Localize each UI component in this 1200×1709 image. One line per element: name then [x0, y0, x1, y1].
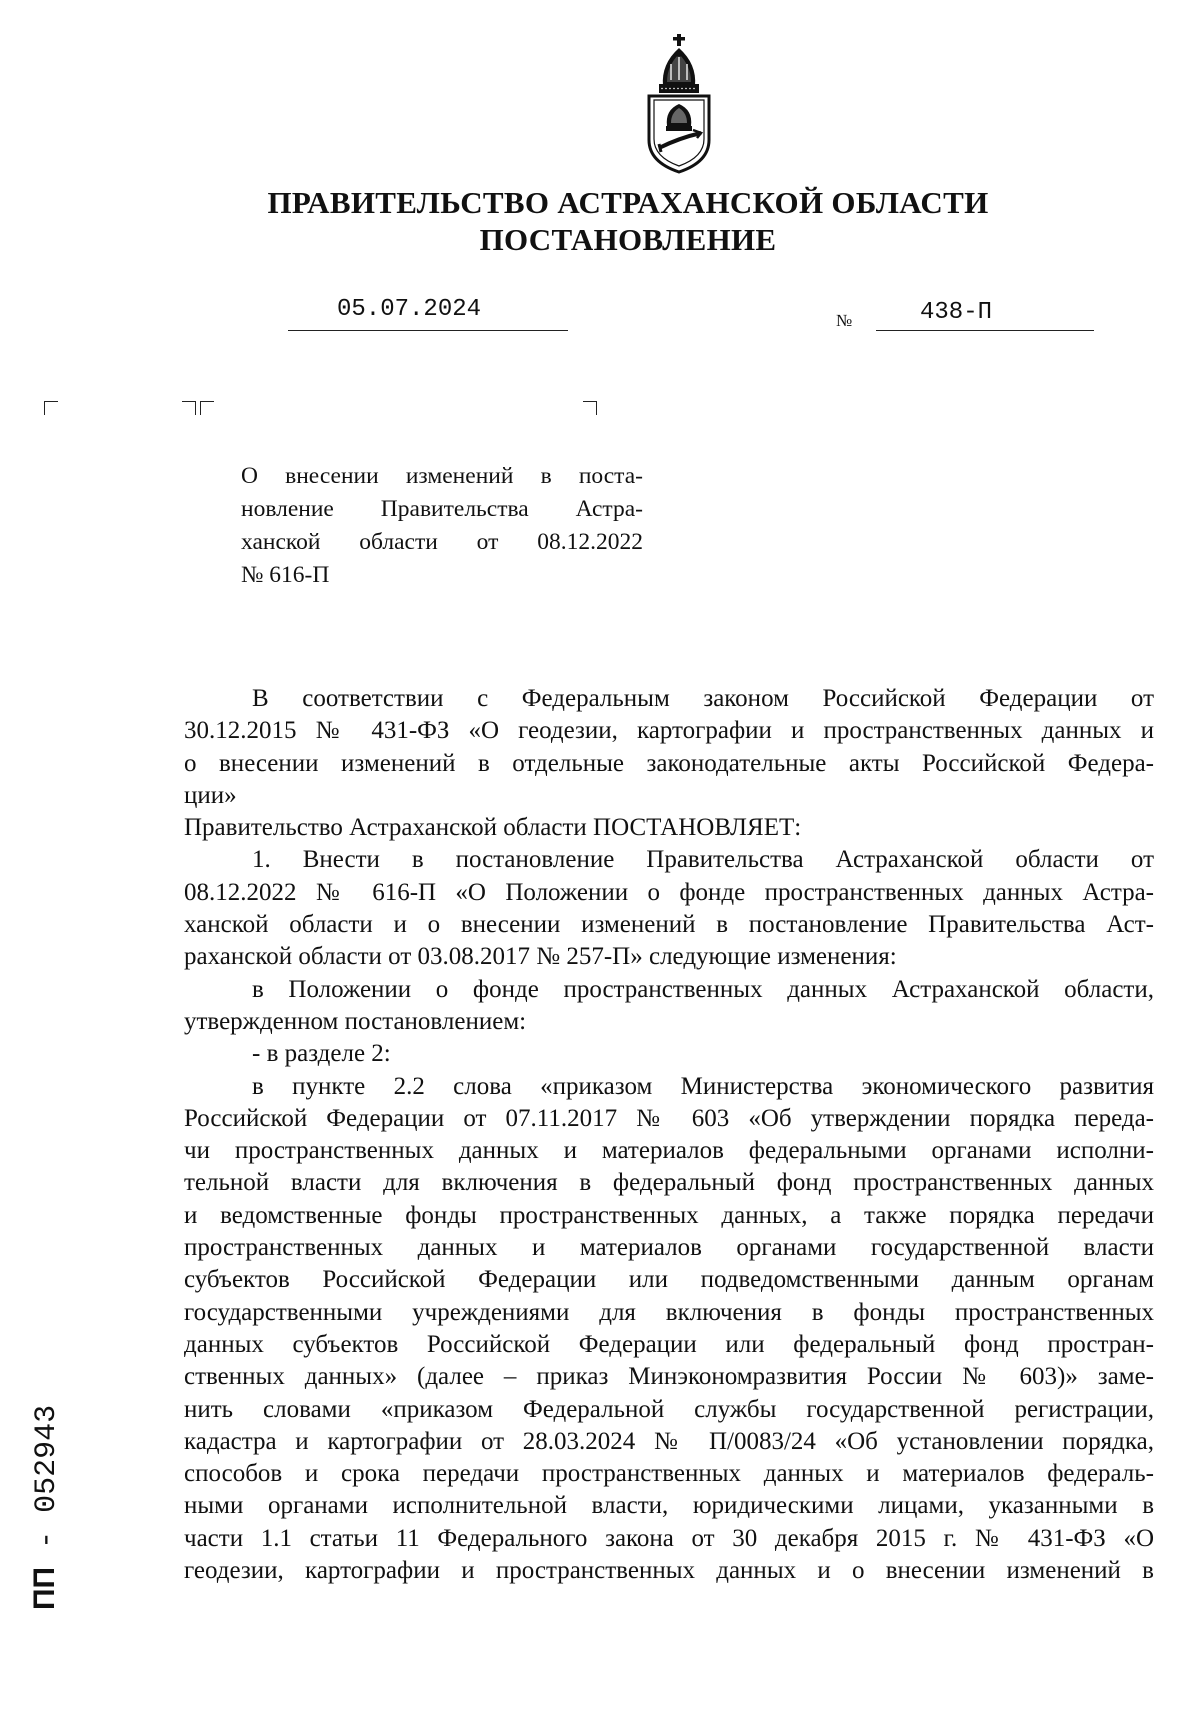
subject-line: О внесении изменений в поста-	[241, 463, 643, 489]
number-underline	[876, 330, 1094, 331]
coat-of-arms-emblem	[641, 34, 717, 174]
corner-mark-subject-right	[583, 401, 597, 415]
body-line: В соответствии с Федеральным законом Российской Федерации от	[252, 685, 1154, 712]
subject-line: новление Правительства Астра-	[241, 496, 643, 522]
corner-mark-subject-left-outer	[182, 401, 196, 415]
body-line: ными органами исполнительной власти, юридическими лицами, указанными в	[184, 1492, 1154, 1520]
document-number: 438-П	[920, 299, 993, 326]
document-type-title: ПОСТАНОВЛЕНИЕ	[479, 222, 777, 257]
body-line: 1. Внести в постановление Правительства Астраханской области от	[252, 846, 1154, 874]
body-line: ственных данных» (далее – приказ Минэкономразвития России № 603)» заме-	[184, 1363, 1154, 1391]
body-line: ции»	[184, 781, 237, 809]
body-line: и ведомственные фонды пространственных данных, а также порядка передачи	[184, 1201, 1154, 1229]
body-line: в Положении о фонде пространственных данных Астраханской области,	[252, 975, 1154, 1003]
body-line: части 1.1 статьи 11 Федерального закона от 30 декабря 2015 г. № 431-ФЗ «О	[184, 1524, 1154, 1552]
body-line: раханской области от 03.08.2017 № 257-П» следующие изменения:	[184, 943, 897, 971]
body-line: Российской Федерации от 07.11.2017 № 603 «Об утверждении порядка переда-	[184, 1104, 1154, 1132]
body-line: 30.12.2015 № 431-ФЗ «О геодезии, картографии и пространственных данных и	[184, 717, 1154, 745]
body-line: кадастра и картографии от 28.03.2024 № П/0083/24 «Об установлении порядка,	[184, 1427, 1154, 1455]
body-line: тельной власти для включения в федеральный фонд пространственных данных	[184, 1169, 1154, 1197]
body-line: в пункте 2.2 слова «приказом Министерства экономического развития	[252, 1072, 1154, 1100]
corner-mark-subject-left-inner	[200, 401, 214, 415]
document-date: 05.07.2024	[337, 296, 482, 323]
body-line: 08.12.2022 № 616-П «О Положении о фонде пространственных данных Астра-	[184, 878, 1154, 906]
document-subject	[241, 460, 643, 592]
side-registration-stamp	[28, 1405, 64, 1610]
body-line: нить словами «приказом Федеральной службы государственной регистрации,	[184, 1395, 1154, 1423]
stamp-number: - 052943	[30, 1404, 64, 1567]
document-body	[184, 683, 1154, 1587]
body-line: ханской области и о внесении изменений в постановление Правительства Аст-	[184, 911, 1154, 939]
corner-mark-left	[44, 401, 58, 415]
government-title: ПРАВИТЕЛЬСТВО АСТРАХАНСКОЙ ОБЛАСТИ	[267, 185, 989, 220]
body-line: субъектов Российской Федерации или подведомственными данным органам	[184, 1266, 1154, 1294]
stamp-prefix: ПП	[28, 1566, 61, 1610]
body-line: - в разделе 2:	[252, 1040, 391, 1068]
body-line: о внесении изменений в отдельные законодательные акты Российской Федера-	[184, 749, 1154, 777]
body-line: государственными учреждениями для включения в фонды пространственных	[184, 1298, 1154, 1326]
body-line: данных субъектов Российской Федерации или федеральный фонд простран-	[184, 1330, 1154, 1358]
body-line: утвержденном постановлением:	[184, 1007, 527, 1035]
body-line: Правительство Астраханской области ПОСТАНОВЛЯЕТ:	[184, 814, 802, 842]
body-line: пространственных данных и материалов органами государственной власти	[184, 1234, 1154, 1262]
number-sign: №	[836, 311, 853, 330]
body-line: способов и срока передачи пространственных данных и материалов федераль-	[184, 1460, 1154, 1488]
subject-line: ханской области от 08.12.2022	[241, 529, 643, 555]
subject-line: № 616-П	[241, 562, 330, 588]
body-line: геодезии, картографии и пространственных данных и о внесении изменений в	[184, 1557, 1154, 1585]
body-line: чи пространственных данных и материалов федеральными органами исполни-	[184, 1137, 1154, 1165]
date-underline	[288, 330, 568, 331]
